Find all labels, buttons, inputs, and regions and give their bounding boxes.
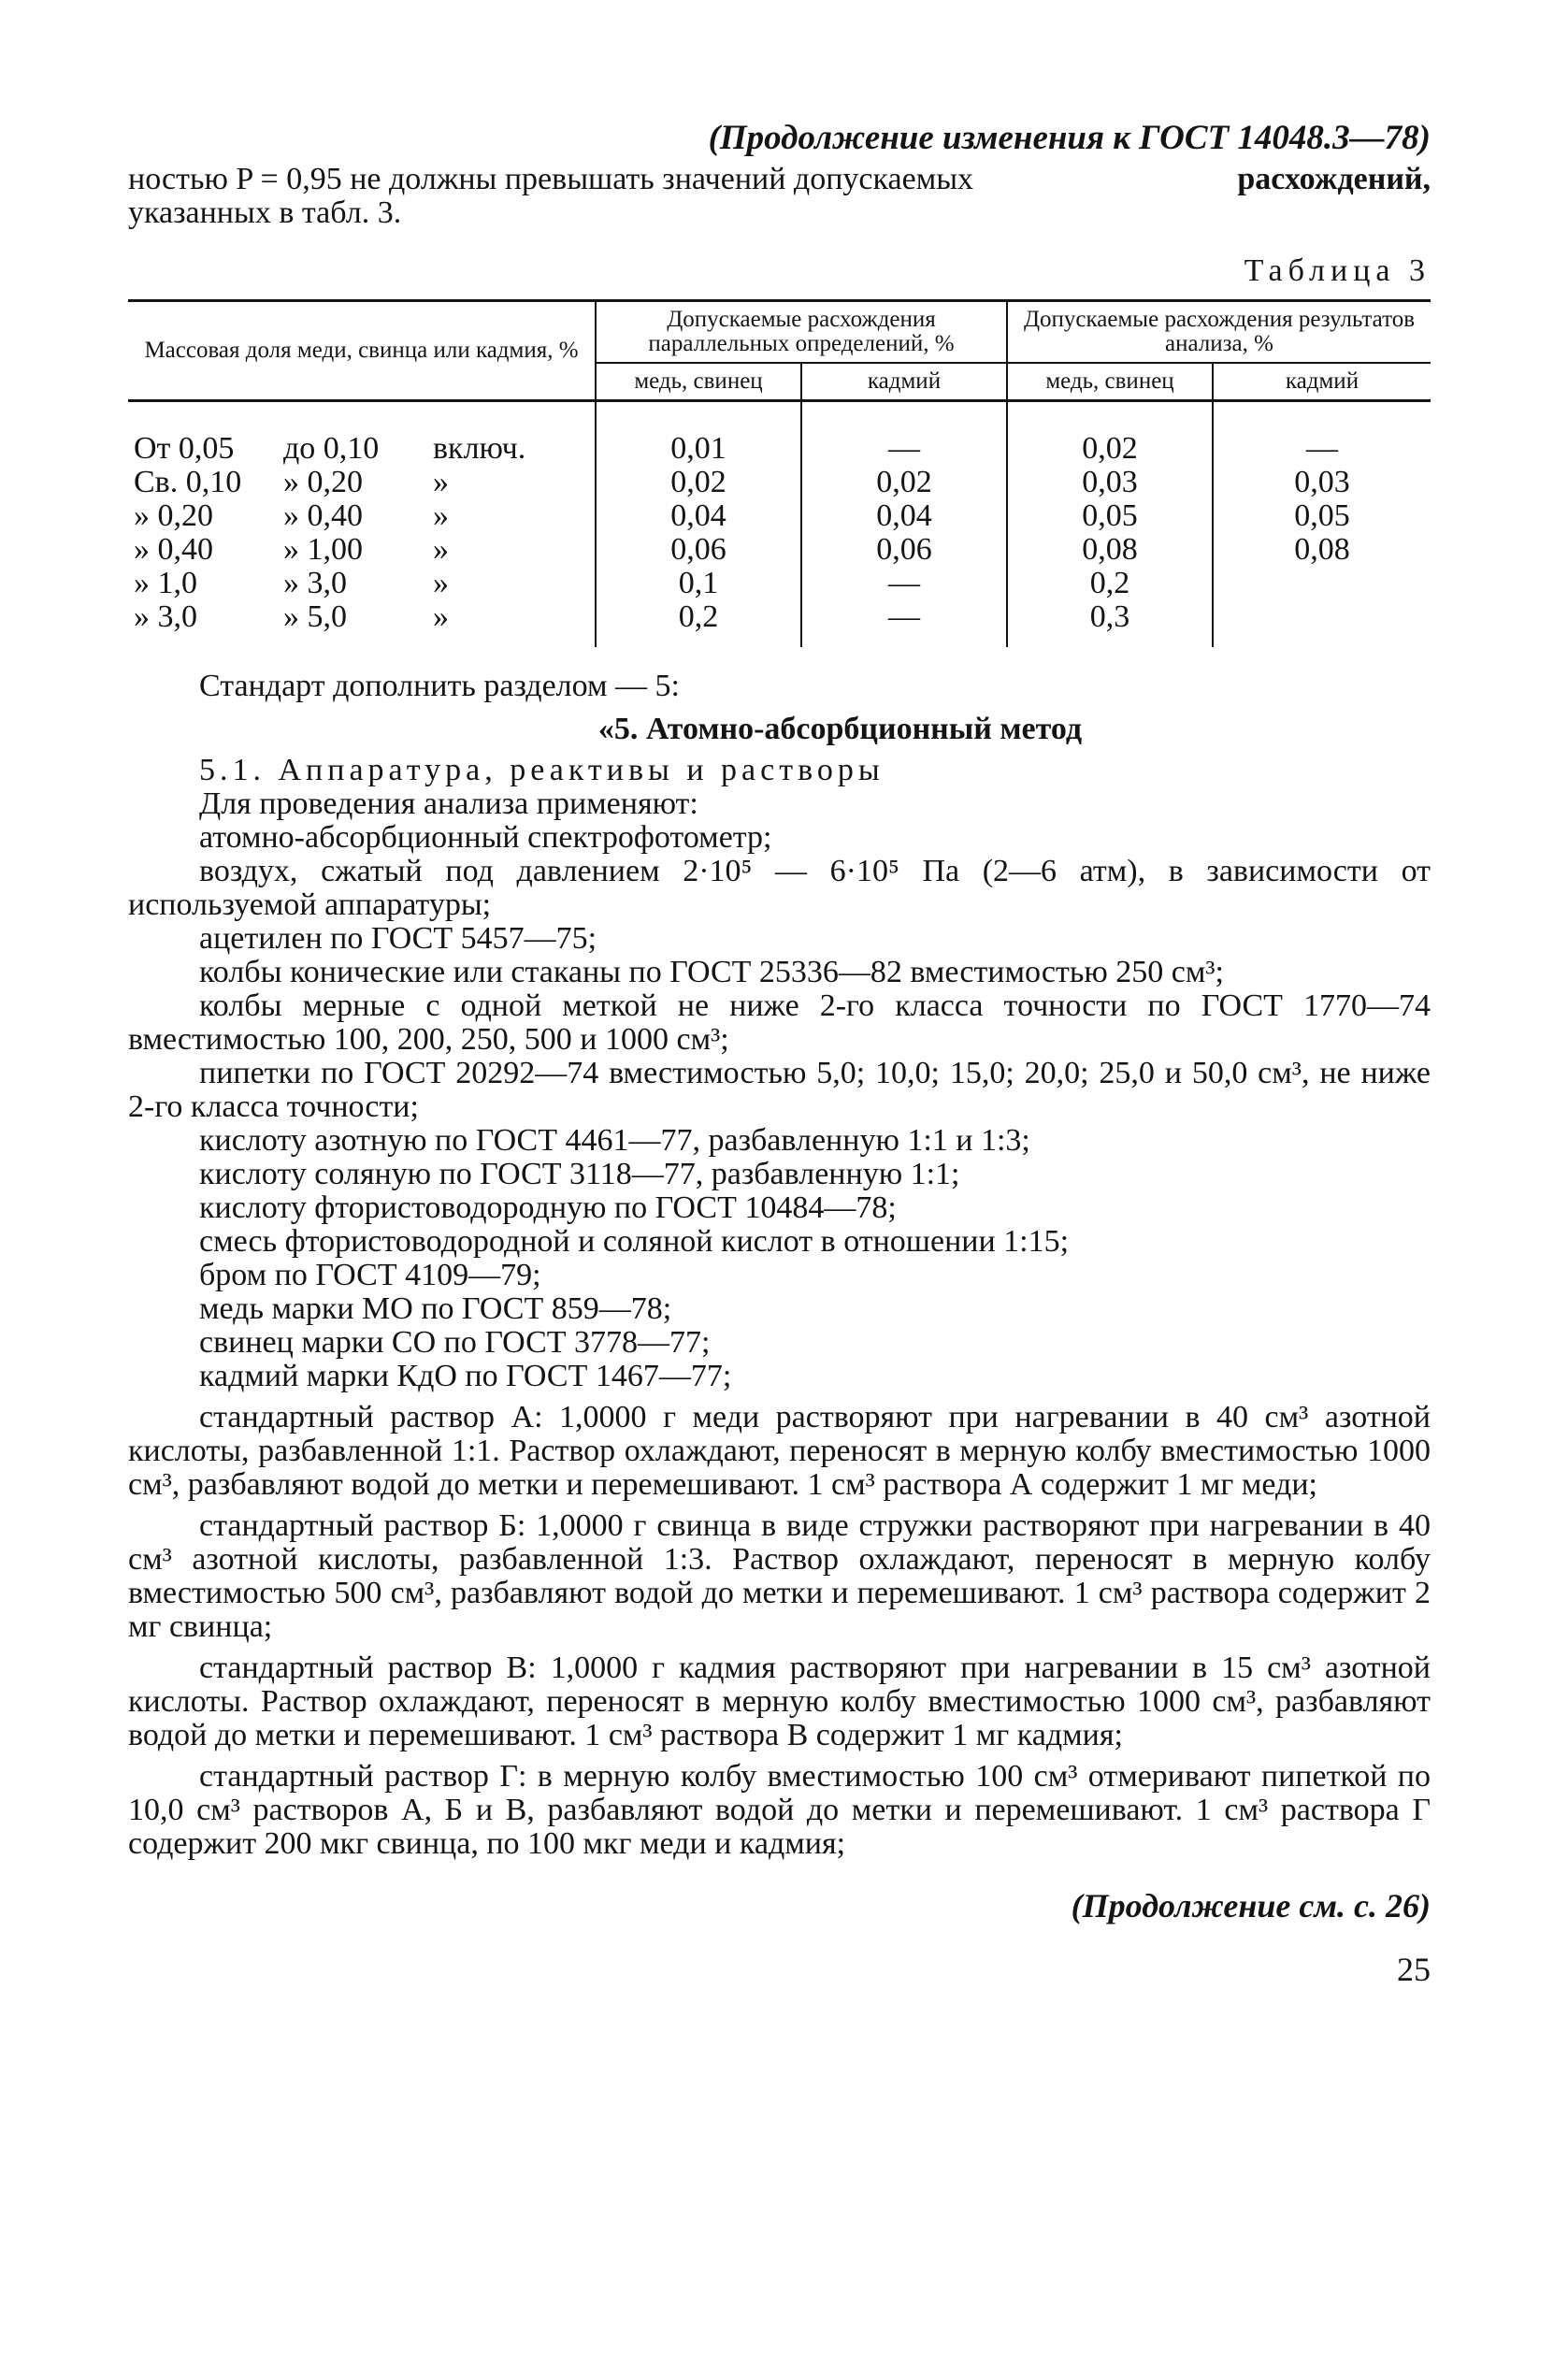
supplement-line: Стандарт дополнить разделом — 5: xyxy=(199,669,680,703)
table-cell xyxy=(1213,567,1431,600)
table-row xyxy=(128,401,1431,467)
table-cell: — xyxy=(801,401,1007,467)
list-item: ацетилен по ГОСТ 5457—75; xyxy=(199,921,597,956)
list-item: смесь фтористоводородной и соляной кислот в отношении 1:15; xyxy=(199,1224,1070,1259)
table-cell: 0,02 xyxy=(596,466,801,499)
list-item: кадмий марки КдО по ГОСТ 1467—77; xyxy=(199,1359,732,1393)
list-item: пипетки по ГОСТ 20292—74 вместимостью 5,0; 10,0; 15,0; 20,0; 25,0 и 50,0 см³, не ниже 2-го класса точности; xyxy=(128,1056,1431,1124)
list-item: медь марки МО по ГОСТ 859—78; xyxy=(199,1291,672,1326)
apply-intro: Для проведения анализа применяют: xyxy=(199,786,698,821)
table-cell: 0,06 xyxy=(596,533,801,567)
table-cell: 0,1 xyxy=(596,567,801,600)
table-cell: 0,06 xyxy=(801,533,1007,567)
list-item: колбы мерные с одной меткой не ниже 2-го класса точности по ГОСТ 1770—74 вместимостью 100, 200, 250, 500 и 1000 см³; xyxy=(128,988,1431,1057)
range-from: Св. 0,10 xyxy=(134,465,242,499)
section-title: «5. Атомно-абсорбционный метод xyxy=(597,712,1083,746)
subheader-cu-pb-2: медь, свинец xyxy=(1007,363,1213,401)
continuation-note: (Продолжение см. с. 26) xyxy=(1071,1887,1431,1924)
list-item: кислоту азотную по ГОСТ 4461—77, разбавленную 1:1 и 1:3; xyxy=(199,1123,1030,1158)
list-item: бром по ГОСТ 4109—79; xyxy=(199,1258,541,1292)
subheader-cd-2: кадмий xyxy=(1213,363,1431,401)
table-cell: 0,03 xyxy=(1213,466,1431,499)
intro-line-2: указанных в табл. 3. xyxy=(128,195,402,230)
range-to: » 0,20 xyxy=(283,465,363,499)
range-suffix: » xyxy=(433,465,449,499)
table-cell: 0,04 xyxy=(596,499,801,533)
range-to: до 0,10 xyxy=(283,431,380,466)
paragraph-solution-v: стандартный раствор В: 1,0000 г кадмия растворяют при нагревании в 15 см³ азотной кислоты. Раствор охлаждают, переносят в мерную колбу вместимостью 1000 см³, разбавляют водой до метки и перемешивают. 1 см³ раствора В содержит 1 мг кадмия; xyxy=(128,1650,1431,1752)
range-suffix: » xyxy=(433,532,449,567)
table-cell: 0,02 xyxy=(1007,401,1213,467)
range-suffix: » xyxy=(433,498,449,533)
table-cell: — xyxy=(801,600,1007,647)
table-cell: 0,05 xyxy=(1007,499,1213,533)
intro-text-left: ностью P = 0,95 не должны превышать значений допускаемых xyxy=(128,162,974,196)
range-from: » 0,40 xyxy=(134,532,213,567)
range-to: » 5,0 xyxy=(283,599,347,634)
intro-text-right: расхождений, xyxy=(1237,162,1431,196)
table-cell: 0,08 xyxy=(1213,533,1431,567)
table-cell: 0,05 xyxy=(1213,499,1431,533)
table-row xyxy=(128,533,1431,567)
list-item: атомно-абсорбционный спектрофотометр; xyxy=(199,820,772,855)
table-cell: 0,2 xyxy=(596,600,801,647)
list-item: воздух, сжатый под давлением 2·10⁵ — 6·10⁵ Па (2—6 атм), в зависимости от используемой аппаратуры; xyxy=(128,854,1431,922)
intro-line-1 xyxy=(128,163,1431,196)
range-from: » 1,0 xyxy=(134,566,197,600)
table-row xyxy=(128,600,1431,647)
range-suffix: » xyxy=(433,566,449,600)
table-cell: — xyxy=(801,567,1007,600)
subheader-cd-1: кадмий xyxy=(801,363,1007,401)
subsection-title: 5.1. Аппаратура, реактивы и растворы xyxy=(199,753,885,787)
range-suffix: включ. xyxy=(433,431,526,466)
range-to: » 0,40 xyxy=(283,498,363,533)
table-row xyxy=(128,499,1431,533)
range-from: » 0,20 xyxy=(134,498,213,533)
column-header-mass-fraction: Массовая доля меди, свинца или кадмия, % xyxy=(128,301,596,401)
list-item: колбы конические или стаканы по ГОСТ 25336—82 вместимостью 250 см³; xyxy=(199,955,1224,989)
subheader-cu-pb-1: медь, свинец xyxy=(596,363,801,401)
table-cell: 0,03 xyxy=(1007,466,1213,499)
table-cell: 0,08 xyxy=(1007,533,1213,567)
table-row xyxy=(128,567,1431,600)
paragraph-solution-a: стандартный раствор А: 1,0000 г меди растворяют при нагревании в 40 см³ азотной кислоты, разбавленной 1:1. Раствор охлаждают, переносят в мерную колбу вместимостью 1000 см³, разбавляют водой до метки и перемешивают. 1 см³ раствора А содержит 1 мг меди; xyxy=(128,1400,1431,1502)
list-item: кислоту фтористоводородную по ГОСТ 10484—78; xyxy=(199,1190,897,1225)
paragraph-solution-g: стандартный раствор Г: в мерную колбу вместимостью 100 см³ отмеривают пипеткой по 10,0 см³ растворов А, Б и В, разбавляют водой до метки и перемешивают. 1 см³ раствора Г содержит 200 мкг свинца, по 100 мкг меди и кадмия; xyxy=(128,1759,1431,1861)
range-from: От 0,05 xyxy=(134,431,235,466)
list-item: кислоту соляную по ГОСТ 3118—77, разбавленную 1:1; xyxy=(199,1157,960,1191)
page-number: 25 xyxy=(1397,1951,1431,1988)
table-cell xyxy=(1213,600,1431,647)
paragraph-solution-b: стандартный раствор Б: 1,0000 г свинца в виде стружки растворяют при нагревании в 40 см³ азотной кислоты, разбавленной 1:3. Раствор охлаждают, переносят в мерную колбу вместимостью 500 см³, разбавляют водой до метки и перемешивают. 1 см³ раствора содержит 2 мг свинца; xyxy=(128,1508,1431,1644)
table-caption: Таблица 3 xyxy=(1244,253,1431,288)
table-cell: — xyxy=(1213,401,1431,467)
table-cell: 0,02 xyxy=(801,466,1007,499)
table-cell: 0,2 xyxy=(1007,567,1213,600)
document-page xyxy=(128,119,1431,1988)
list-item: свинец марки СО по ГОСТ 3778—77; xyxy=(199,1325,711,1360)
range-suffix: » xyxy=(433,599,449,634)
table-cell: 0,04 xyxy=(801,499,1007,533)
table-cell: 0,01 xyxy=(596,401,801,467)
column-header-results: Допускаемые расхождения результатов анализа, % xyxy=(1007,301,1431,364)
range-to: » 1,00 xyxy=(283,532,363,567)
range-from: » 3,0 xyxy=(134,599,197,634)
table-row xyxy=(128,466,1431,499)
table-cell: 0,3 xyxy=(1007,600,1213,647)
table-3 xyxy=(128,299,1431,647)
running-head: (Продолжение изменения к ГОСТ 14048.3—78) xyxy=(708,119,1431,157)
range-to: » 3,0 xyxy=(283,566,347,600)
column-header-parallel: Допускаемые расхождения параллельных определений, % xyxy=(596,301,1007,364)
